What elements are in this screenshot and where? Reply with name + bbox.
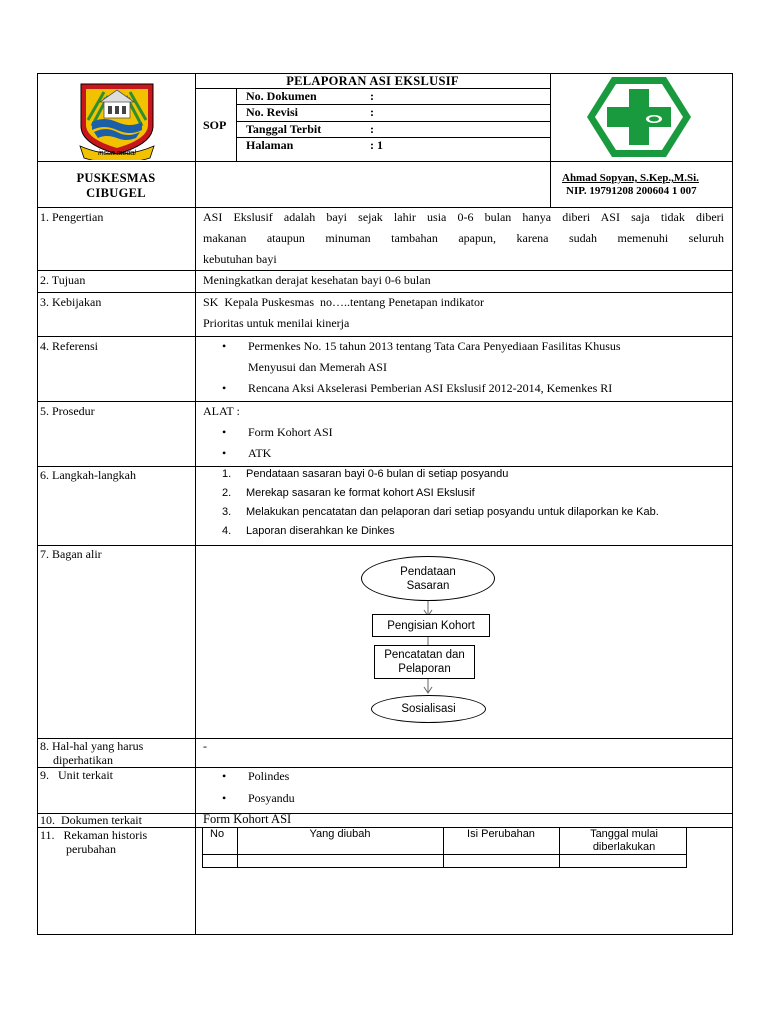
history-header-no: No [210, 828, 225, 840]
label-hal-hal-line-2: diperhatikan [53, 753, 113, 767]
langkah-item [222, 523, 659, 542]
flow-step-pencatatan-pelaporan [374, 645, 475, 679]
flow-step-2-text: Pengisian Kohort [387, 619, 475, 632]
field-no-revisi-label: No. Revisi [246, 105, 298, 119]
label-rekaman-line-1: 11. Rekaman historis [40, 828, 148, 842]
label-dokumen-terkait: 10. Dokumen terkait [40, 813, 142, 827]
field-tanggal-terbit-value: : [370, 122, 374, 136]
label-referensi: 4. Referensi [40, 339, 98, 353]
flow-step-pengisian-kohort [372, 614, 490, 637]
label-pengertian: 1. Pengertian [40, 210, 104, 224]
langkah-item-number: 3. [222, 506, 232, 518]
dokumen-terkait-text: Form Kohort ASI [203, 812, 292, 826]
langkah-item-text: Pendataan sasaran bayi 0-6 bulan di setiap posyandu [246, 468, 509, 480]
field-no-dokumen-value: : [370, 89, 374, 103]
langkah-item [222, 504, 659, 523]
referensi-item [222, 378, 726, 399]
referensi-item [222, 336, 726, 378]
field-no-dokumen-label: No. Dokumen [246, 89, 317, 103]
langkah-item-number: 2. [222, 487, 232, 499]
langkah-item-text: Melakukan pencatatan dan pelaporan dari setiap posyandu untuk dilaporkan ke Kab. [246, 506, 659, 518]
history-table [202, 827, 686, 868]
signer-nip: NIP. 19791208 200604 1 007 [566, 185, 697, 197]
prosedur-alat: ALAT : [203, 404, 240, 418]
prosedur-item-text: ATK [248, 446, 272, 460]
unit-terkait-item [222, 787, 295, 809]
org-name [37, 171, 195, 201]
org-name-line1: PUSKESMAS [76, 171, 156, 185]
pengertian-text [203, 207, 724, 270]
unit-terkait-list [222, 765, 295, 809]
referensi-item-2-text: Rencana Aksi Akselerasi Pemberian ASI Ekslusif 2012-2014, Kemenkes RI [248, 381, 613, 395]
kebijakan-line-2: Prioritas untuk menilai kinerja [203, 316, 350, 330]
document-title: PELAPORAN ASI EKSLUSIF [286, 74, 459, 88]
label-rekaman-historis [40, 828, 147, 856]
langkah-item-text: Laporan diserahkan ke Dinkes [246, 525, 395, 537]
pengertian-line-2: makanan ataupun minuman tambahan apapun, karena sudah memenuhi seluruh [203, 231, 724, 245]
referensi-item-1-cont: Menyusui dan Memerah ASI [248, 360, 387, 374]
health-cross-logo [585, 75, 693, 159]
puskesmas-emblem-logo [78, 80, 156, 160]
unit-terkait-item-text: Polindes [248, 769, 290, 783]
label-hal-hal-line-1: 8. Hal-hal yang harus [40, 739, 144, 753]
flow-step-sosialisasi [371, 695, 486, 723]
kebijakan-line-1: SK Kepala Puskesmas no…..tentang Penetapan indikator [203, 295, 484, 309]
org-name-line2: CIBUGEL [86, 186, 146, 200]
referensi-list [222, 336, 726, 399]
field-halaman-value: : 1 [370, 138, 383, 152]
sop-label: SOP [203, 118, 227, 132]
prosedur-list [222, 422, 333, 464]
langkah-item-number: 1. [222, 468, 232, 480]
langkah-item-number: 4. [222, 525, 232, 537]
tujuan-text: Meningkatkan derajat kesehatan bayi 0-6 bulan [203, 273, 431, 287]
label-hal-hal [40, 739, 143, 767]
pengertian-line-3: kebutuhan bayi [203, 252, 277, 266]
history-header-isi-perubahan: Isi Perubahan [467, 828, 535, 840]
pengertian-line-1: ASI Ekslusif adalah bayi sejak lahir usia 0-6 bulan hanya diberi ASI saja tidak diberi [203, 210, 724, 224]
label-prosedur: 5. Prosedur [40, 404, 95, 418]
label-langkah: 6. Langkah-langkah [40, 468, 136, 482]
flow-step-4-text: Sosialisasi [401, 703, 456, 715]
langkah-list [222, 466, 659, 542]
label-unit-terkait: 9. Unit terkait [40, 768, 113, 782]
hal-hal-text: - [203, 739, 207, 753]
history-header-tanggal: Tanggal mulai diberlakukan [590, 828, 658, 853]
field-halaman-label: Halaman [246, 138, 294, 152]
referensi-item-1-text: Permenkes No. 15 tahun 2013 tentang Tata Cara Penyediaan Fasilitas Khusus [248, 339, 621, 353]
logo-motto-text: insun medal [98, 150, 136, 157]
langkah-item [222, 466, 659, 485]
prosedur-item-text: Form Kohort ASI [248, 425, 333, 439]
unit-terkait-item-text: Posyandu [248, 791, 295, 805]
prosedur-item [222, 443, 333, 464]
prosedur-item [222, 422, 333, 443]
unit-terkait-item [222, 765, 295, 787]
flow-step-1-text: Pendataan Sasaran [400, 565, 456, 592]
langkah-item [222, 485, 659, 504]
field-no-revisi-value: : [370, 105, 374, 119]
signer-name: Ahmad Sopyan, S.Kep.,M.Si. [562, 172, 699, 184]
label-kebijakan: 3. Kebijakan [40, 295, 102, 309]
field-tanggal-terbit-label: Tanggal Terbit [246, 122, 322, 136]
history-header-yang-diubah: Yang diubah [309, 828, 371, 840]
flow-step-pendataan-sasaran [361, 556, 495, 601]
flow-step-3-text: Pencatatan dan Pelaporan [384, 649, 465, 675]
langkah-item-text: Merekap sasaran ke format kohort ASI Ekslusif [246, 487, 475, 499]
label-rekaman-line-2: perubahan [66, 842, 116, 856]
label-tujuan: 2. Tujuan [40, 273, 86, 287]
label-bagan-alir: 7. Bagan alir [40, 547, 102, 561]
